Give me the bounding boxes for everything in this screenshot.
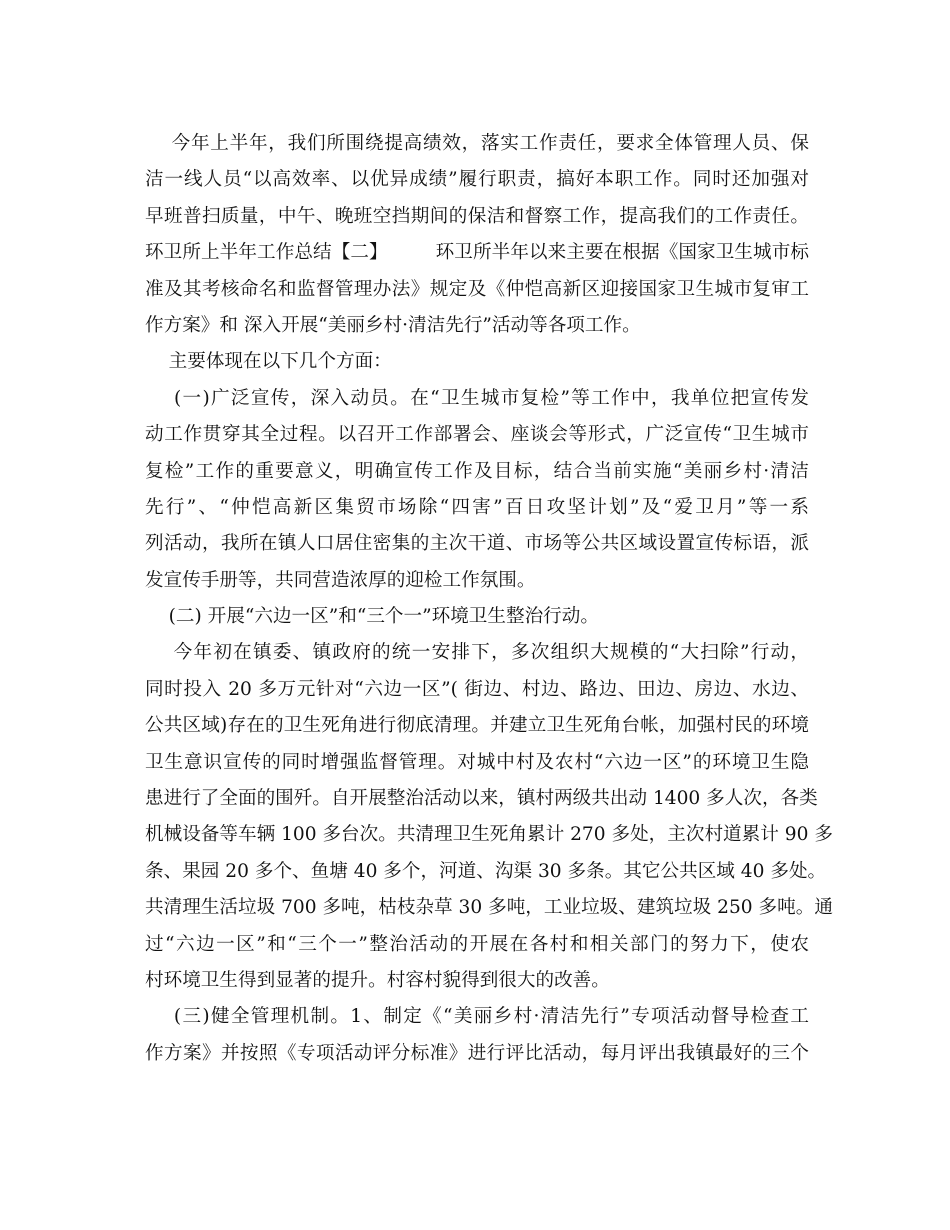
text-line: 早班普扫质量，中午、晚班空挡期间的保洁和督察工作，提高我们的工作责任。 xyxy=(145,205,809,227)
text-line: 先行”、“仲恺高新区集贸市场除“四害”百日攻坚计划”及“爱卫月”等一系 xyxy=(145,496,809,518)
text-line: 作方案》和 深入开展“美丽乡村·清洁先行”活动等各项工作。 xyxy=(145,314,641,336)
text-line: (三)健全管理机制。1、制定《“美丽乡村·清洁先行”专项活动督导检查工 xyxy=(145,1006,809,1028)
text-line: 共清理生活垃圾 700 多吨，枯枝杂草 30 多吨，工业垃圾、建筑垃圾 250 多吨。通 xyxy=(145,897,833,919)
text-line: 条、果园 20 多个、鱼塘 40 多个，河道、沟渠 30 多条。其它公共区域 40 多处。 xyxy=(145,860,827,882)
text-line: 环卫所上半年工作总结【二】 环卫所半年以来主要在根据《国家卫生城市标 xyxy=(145,242,809,264)
text-line: 村环境卫生得到显著的提升。村容村貌得到很大的改善。 xyxy=(145,969,610,991)
text-line: 机械设备等车辆 100 多台次。共清理卫生死角累计 270 多处，主次村道累计 90 多 xyxy=(145,824,833,846)
text-line: 主要体现在以下几个方面： xyxy=(145,351,392,373)
text-line: 洁一线人员“以高效率、以优异成绩”履行职责，搞好本职工作。同时还加强对 xyxy=(145,169,809,191)
text-line: 发宣传手册等，共同营造浓厚的迎检工作氛围。 xyxy=(145,569,536,591)
text-line: 公共区域)存在的卫生死角进行彻底清理。并建立卫生死角台帐，加强村民的环境 xyxy=(145,715,809,737)
text-line: 准及其考核命名和监督管理办法》规定及《仲恺高新区迎接国家卫生城市复审工 xyxy=(145,278,809,300)
text-line: 作方案》并按照《专项活动评分标准》进行评比活动，每月评出我镇最好的三个 xyxy=(145,1042,809,1064)
text-line: (二) 开展“六边一区”和“三个一”环境卫生整治行动。 xyxy=(145,606,599,628)
text-line: 同时投入 20 多万元针对“六边一区”( 街边、村边、路边、田边、房边、水边、 xyxy=(145,678,809,700)
text-line: 卫生意识宣传的同时增强监督管理。对城中村及农村“六边一区”的环境卫生隐 xyxy=(145,751,809,773)
text-line: (一)广泛宣传，深入动员。在“卫生城市复检”等工作中，我单位把宣传发 xyxy=(145,387,809,409)
text-line: 动工作贯穿其全过程。以召开工作部署会、座谈会等形式，广泛宣传“卫生城市 xyxy=(145,424,809,446)
text-line: 患进行了全面的围歼。自开展整治活动以来，镇村两级共出动 1400 多人次，各类 xyxy=(145,788,818,810)
text-line: 列活动，我所在镇人口居住密集的主次干道、市场等公共区域设置宣传标语，派 xyxy=(145,533,809,555)
text-line: 过“六边一区”和“三个一”整治活动的开展在各村和相关部门的努力下，使农 xyxy=(145,933,809,955)
body-text xyxy=(145,126,833,1072)
text-line: 今年初在镇委、镇政府的统一安排下，多次组织大规模的“大扫除”行动， xyxy=(145,642,809,664)
text-line: 今年上半年，我们所围绕提高绩效，落实工作责任，要求全体管理人员、保 xyxy=(145,133,809,154)
text-line: 复检”工作的重要意义，明确宣传工作及目标，结合当前实施“美丽乡村·清洁 xyxy=(145,460,809,482)
